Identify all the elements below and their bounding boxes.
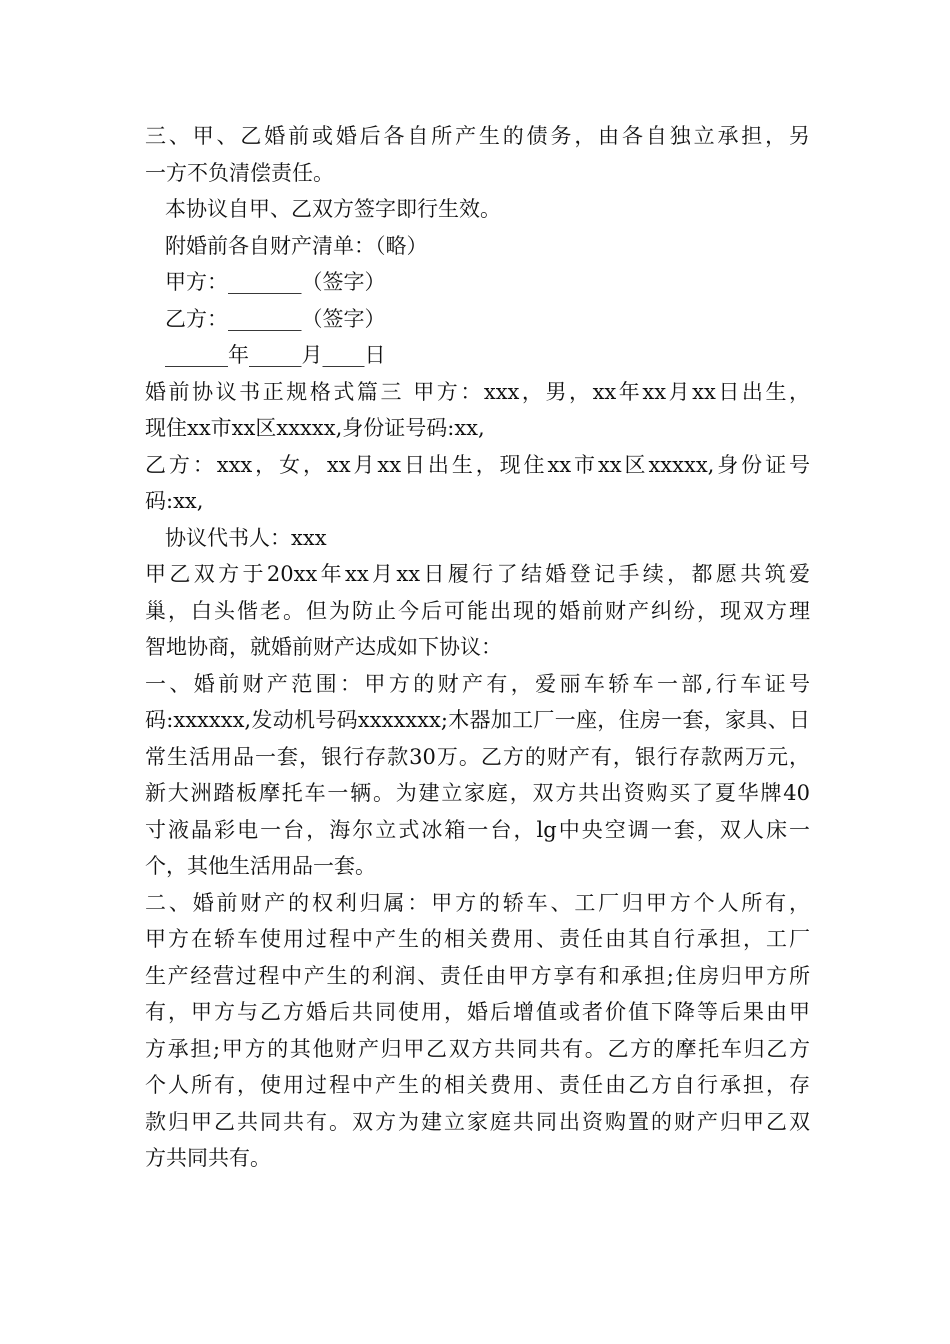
paragraph-line: 智地协商，就婚前财产达成如下协议：	[145, 635, 502, 659]
paragraph-line: 方承担;甲方的其他财产归甲乙双方共同共有。乙方的摩托车归乙方	[145, 1036, 810, 1061]
paragraph-line: 现住xx市xx区xxxxx,身份证号码:xx,	[145, 416, 485, 440]
section-heading-line: 婚前协议书正规格式篇三 甲方：xxx，男，xx年xx月xx日出生，	[145, 379, 810, 404]
paragraph-line: 一、婚前财产范围：甲方的财产有，爱丽车轿车一部,行车证号	[145, 671, 810, 696]
paragraph-line: 码:xx,	[145, 489, 204, 513]
paragraph-line: 协议代书人：xxx	[145, 525, 327, 550]
paragraph-line: 生产经营过程中产生的利润、责任由甲方享有和承担;住房归甲方所	[145, 963, 810, 988]
paragraph-line: 甲方在轿车使用过程中产生的相关费用、责任由其自行承担，工厂	[145, 927, 810, 951]
document-body	[145, 118, 810, 1177]
paragraph-line: 附婚前各自财产清单：（略）	[145, 233, 428, 258]
paragraph-line: 个人所有，使用过程中产生的相关费用、责任由乙方自行承担，存	[145, 1073, 810, 1097]
paragraph-line: 一方不负清偿责任。	[145, 160, 334, 185]
signature-line-party-b: 乙方：_______（签字）	[145, 306, 386, 331]
date-line: ______年_____月____日	[145, 343, 386, 367]
paragraph-line: 乙方：xxx，女，xx月xx日出生，现住xx市xx区xxxxx,身份证号	[145, 452, 810, 477]
paragraph-line: 寸液晶彩电一台，海尔立式冰箱一台，lg中央空调一套，双人床一	[145, 817, 810, 842]
paragraph-line: 甲乙双方于20xx年xx月xx日履行了结婚登记手续，都愿共筑爱	[145, 562, 810, 586]
paragraph-line: 常生活用品一套，银行存款30万。乙方的财产有，银行存款两万元，	[145, 744, 810, 769]
paragraph-line: 个，其他生活用品一套。	[145, 854, 376, 878]
paragraph-line: 二、婚前财产的权利归属：甲方的轿车、工厂归甲方个人所有，	[145, 890, 810, 915]
signature-line-party-a: 甲方：_______（签字）	[145, 270, 386, 294]
paragraph-line: 码:xxxxxx,发动机号码xxxxxxx;木器加工厂一座，住房一套，家具、日	[145, 708, 810, 732]
paragraph-line: 三、甲、乙婚前或婚后各自所产生的债务，由各自独立承担，另	[145, 124, 810, 148]
paragraph-line: 有，甲方与乙方婚后共同使用，婚后增值或者价值下降等后果由甲	[145, 1000, 810, 1024]
paragraph-line: 款归甲乙共同共有。双方为建立家庭共同出资购置的财产归甲乙双	[145, 1109, 810, 1134]
paragraph-line: 巢，白头偕老。但为防止今后可能出现的婚前财产纠纷，现双方理	[145, 598, 810, 623]
paragraph-line: 本协议自甲、乙双方签字即行生效。	[145, 197, 502, 221]
paragraph-line: 新大洲踏板摩托车一辆。为建立家庭，双方共出资购买了夏华牌40	[145, 781, 810, 805]
paragraph-line: 方共同共有。	[145, 1146, 271, 1170]
